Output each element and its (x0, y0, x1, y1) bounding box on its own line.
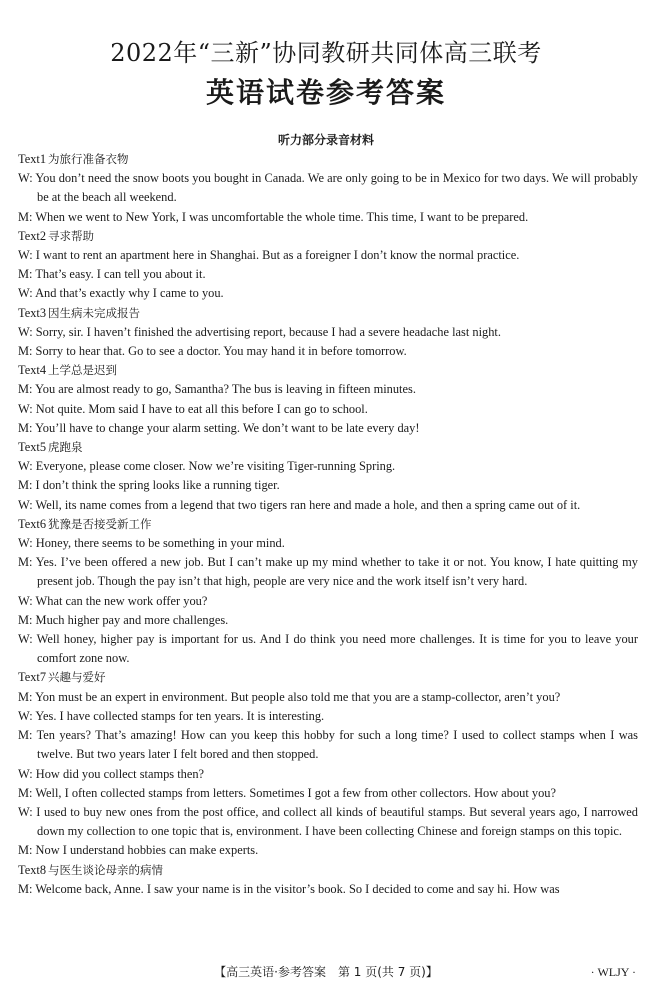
dialogue-line: M: Well, I often collected stamps from letters. Sometimes I got a few from other collectors. How about you? (18, 785, 556, 800)
footer-code: · WLJY · (590, 965, 636, 979)
page-footer (0, 962, 652, 982)
dialogue-line: W: You don’t need the snow boots you bought in Canada. We are only going to be in Mexico for two days. We will probably be at the beach all weekend. (18, 171, 638, 205)
text-heading (18, 861, 638, 880)
text-number: Text3 (18, 305, 47, 320)
dialogue-line: M: I don’t think the spring looks like a running tiger. (18, 478, 280, 493)
dialogue-line: M: Now I understand hobbies can make experts. (18, 843, 259, 858)
text-heading (18, 361, 638, 380)
dialogue-line: W: Everyone, please come closer. Now we’re visiting Tiger-running Spring. (18, 459, 396, 474)
text-heading (18, 438, 638, 457)
dialogue-line: W: Yes. I have collected stamps for ten years. It is interesting. (18, 708, 325, 723)
dialogue-line: M: Welcome back, Anne. I saw your name is in the visitor’s book. So I decided to come and say hi. How was (18, 881, 560, 896)
text-topic: 虎跑泉 (48, 440, 83, 455)
text-heading (18, 515, 638, 534)
text-number: Text7 (18, 670, 47, 685)
dialogue-line: M: You’ll have to change your alarm setting. We don’t want to be late every day! (18, 420, 420, 435)
dialogue-line: W: I used to buy new ones from the post office, and collect all kinds of beautiful stamps. But several years ago, I narrowed down my collection to one topic that is, environment. I have been collecting Chinese and foreign stamps on this topic. (18, 804, 638, 839)
text-topic: 兴趣与爱好 (48, 670, 106, 685)
footer-page-info: 【高三英语·参考答案 第 1 页(共 7 页)】 (214, 965, 438, 979)
text-heading (18, 150, 638, 169)
text-number: Text4 (18, 363, 47, 378)
dialogue-line: M: Yon must be an expert in environment. But people also told me that you are a stamp-collector, aren’t you? (18, 689, 561, 704)
section-heading: 听力部分录音材料 (277, 133, 374, 147)
dialogue-line: W: Well honey, higher pay is important for us. And I do think you need more challenges. It is time for you to leave your comfort zone now. (18, 632, 638, 666)
dialogue-line: M: That’s easy. I can tell you about it. (18, 267, 206, 282)
text-number: Text1 (18, 152, 47, 166)
text-heading (18, 668, 638, 687)
text-topic: 寻求帮助 (48, 228, 95, 243)
text-number: Text2 (18, 228, 47, 243)
dialogue-line: W: And that’s exactly why I came to you. (18, 286, 224, 301)
dialogue-line: M: Ten years? That’s amazing! How can you keep this hobby for such a long time? I used to collect stamps when I was twelve. But two years later I felt bored and then stopped. (18, 728, 638, 762)
text-number: Text8 (18, 862, 47, 877)
title-line-1: 2022年“三新”协同教研共同体高三联考 (110, 39, 542, 67)
dialogue-line: W: Honey, there seems to be something in your mind. (18, 536, 285, 551)
transcript-body (18, 150, 638, 899)
dialogue-line: M: Much higher pay and more challenges. (18, 612, 229, 627)
text-number: Text5 (18, 440, 47, 455)
text-topic: 因生病未完成报告 (48, 305, 141, 320)
dialogue-line: W: Well, its name comes from a legend that two tigers ran here and made a hole, and then a spring came out of it. (18, 497, 581, 512)
dialogue-line: W: What can the new work offer you? (18, 593, 208, 608)
dialogue-line: W: How did you collect stamps then? (18, 766, 205, 781)
text-topic: 上学总是迟到 (48, 363, 118, 378)
text-heading (18, 304, 638, 323)
text-heading (18, 227, 638, 246)
dialogue-line: M: When we went to New York, I was uncomfortable the whole time. This time, I want to be prepared. (18, 209, 529, 224)
text-topic: 为旅行准备衣物 (48, 152, 129, 166)
text-number: Text6 (18, 516, 47, 531)
dialogue-line: M: Yes. I’ve been offered a new job. But I can’t make up my mind whether to take it or not. You know, I hate quitting my present job. Though the pay isn’t that high, people are very nice and the work itself isn’t very hard. (18, 555, 638, 589)
dialogue-line: W: Not quite. Mom said I have to eat all this before I can go to school. (18, 401, 368, 416)
text-topic: 犹豫是否接受新工作 (48, 516, 152, 531)
dialogue-line: M: You are almost ready to go, Samantha? The bus is leaving in fifteen minutes. (18, 382, 416, 397)
dialogue-line: W: Sorry, sir. I haven’t finished the advertising report, because I had a severe headache last night. (18, 324, 501, 339)
dialogue-line: W: I want to rent an apartment here in Shanghai. But as a foreigner I don’t know the normal practice. (18, 248, 520, 263)
title-line-2: 英语试卷参考答案 (205, 76, 446, 109)
text-topic: 与医生谈论母亲的病情 (48, 862, 164, 877)
dialogue-line: M: Sorry to hear that. Go to see a doctor. You may hand it in before tomorrow. (18, 344, 407, 359)
